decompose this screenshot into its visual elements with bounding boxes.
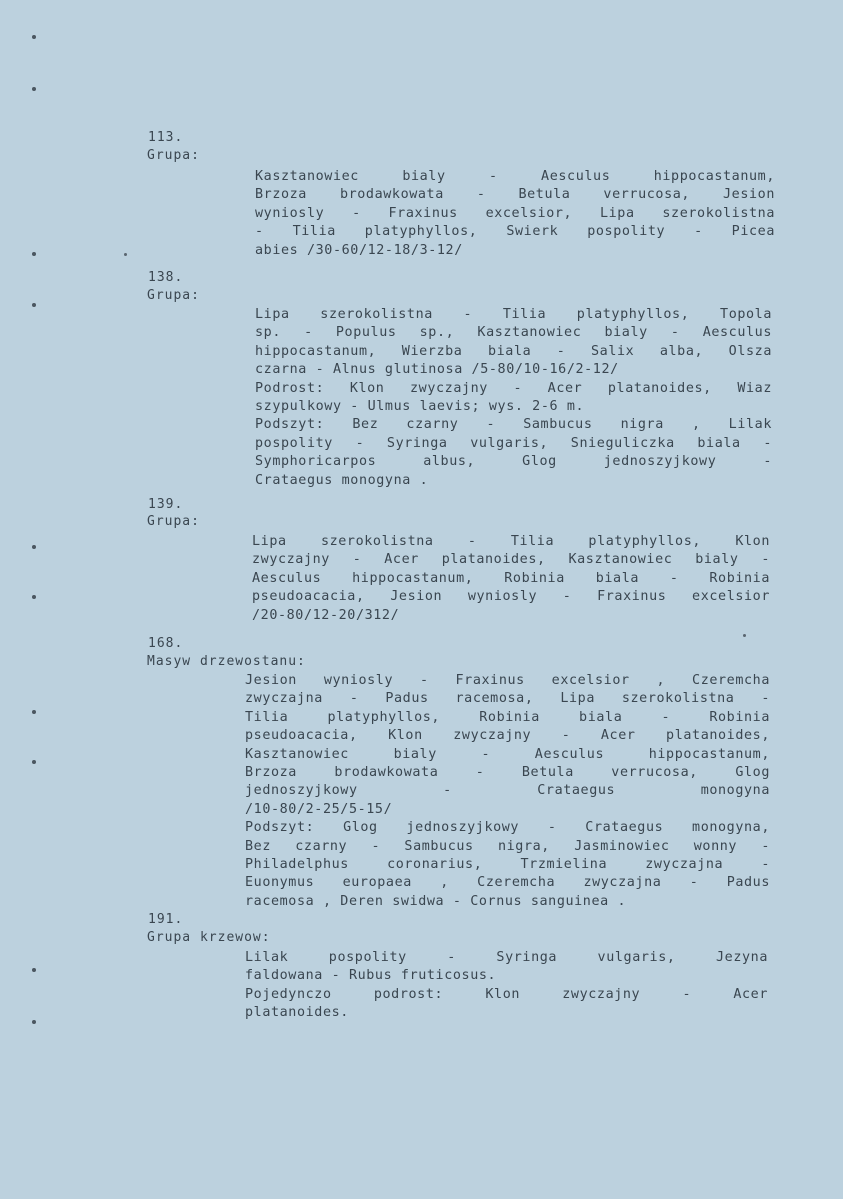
margin-dot	[32, 710, 36, 714]
margin-dot	[32, 303, 36, 307]
stray-mark	[124, 253, 127, 256]
entry-text: Lipa szerokolistna - Tilia platyphyllos, Klon zwyczajny - Acer platanoides, Kasztanowiec bialy - Aesculus hippocastanum, Robinia biala - Robinia pseudoacacia, Jesion wyniosly - Fraxinus excelsior /20-80/12-20/312/	[252, 534, 770, 623]
entry-label: Grupa:	[147, 148, 200, 163]
margin-dot	[32, 595, 36, 599]
entry-label: Grupa:	[147, 514, 200, 529]
margin-dot	[32, 545, 36, 549]
margin-dot	[32, 87, 36, 91]
entry-number: 168.	[148, 636, 184, 651]
entry-number: 139.	[148, 497, 184, 512]
margin-dot	[32, 35, 36, 39]
entry-text: Kasztanowiec bialy - Aesculus hippocastanum, Brzoza brodawkowata - Betula verrucosa, Jesion wyniosly - Fraxinus excelsior, Lipa szerokolistna - Tilia platyphyllos, Swierk pospolity - Picea abies /30-60/12-18/3-12/	[255, 169, 775, 258]
entry-label: Grupa krzewow:	[147, 930, 271, 945]
margin-dot	[32, 252, 36, 256]
entry-number: 113.	[148, 130, 184, 145]
stray-mark	[743, 634, 746, 637]
entry-label: Masyw drzewostanu:	[147, 654, 306, 669]
margin-dot	[32, 1020, 36, 1024]
entry-number: 191.	[148, 912, 184, 927]
entry-label: Grupa:	[147, 288, 200, 303]
margin-dot	[32, 760, 36, 764]
entry-text: Jesion wyniosly - Fraxinus excelsior , Czeremcha zwyczajna - Padus racemosa, Lipa szerokolistna - Tilia platyphyllos, Robinia biala - Robinia pseudoacacia, Klon zwyczajny - Acer platanoides, Kasztanowiec bialy - Aesculus hippocastanum, Brzoza brodawkowata - Betula verrucosa, Glog jednoszyjkowy - Crataegus monogyna /10-80/2-25/5-15/ Podszyt: Glog jednoszyjkowy - Crataegus monogyna, Bez czarny - Sambucus nigra, Jasminowiec wonny - Philadelphus coronarius, Trzmielina zwyczajna - Euonymus europaea , Czeremcha zwyczajna - Padus racemosa , Deren swidwa - Cornus sanguinea .	[245, 673, 770, 909]
margin-dot	[32, 968, 36, 972]
entry-text: Lipa szerokolistna - Tilia platyphyllos, Topola sp. - Populus sp., Kasztanowiec bialy - Aesculus hippocastanum, Wierzba biala - Salix alba, Olsza czarna - Alnus glutinosa /5-80/10-16/2-12/ Podrost: Klon zwyczajny - Acer platanoides, Wiaz szypulkowy - Ulmus laevis; wys. 2-6 m. Podszyt: Bez czarny - Sambucus nigra , Lilak pospolity - Syringa vulgaris, Snieguliczka biala - Symphoricarpos albus, Glog jednoszyjkowy - Crataegus monogyna .	[255, 307, 772, 488]
entry-number: 138.	[148, 270, 184, 285]
entry-text: Lilak pospolity - Syringa vulgaris, Jezyna faldowana - Rubus fruticosus. Pojedynczo podrost: Klon zwyczajny - Acer platanoides.	[245, 950, 768, 1021]
